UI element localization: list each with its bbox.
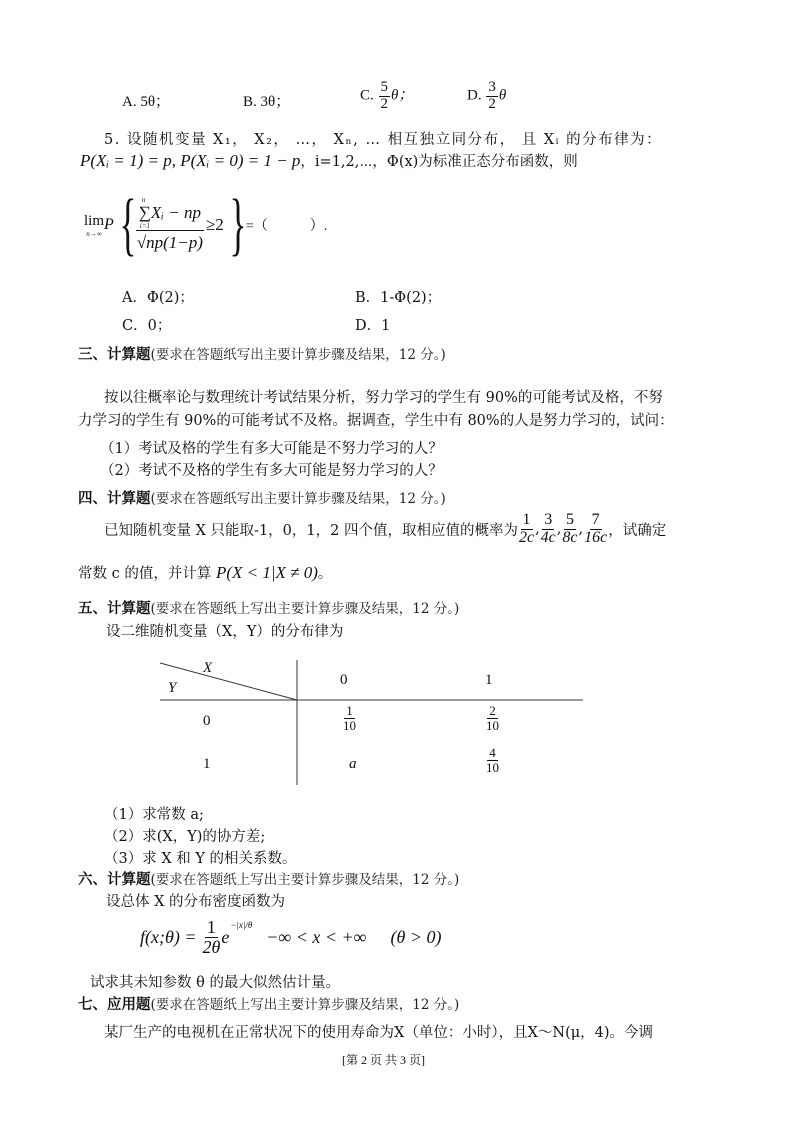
text: 常数 c 的值，并计算 bbox=[78, 566, 216, 582]
note: (要求在答题纸上写出主要计算步骤及结果，12 分。) bbox=[150, 601, 460, 617]
section-5-heading bbox=[78, 597, 459, 618]
numerator: 1 bbox=[522, 511, 531, 528]
option-c-label: C. bbox=[360, 87, 374, 104]
row-header-0: 0 bbox=[203, 713, 211, 729]
table-lines bbox=[160, 660, 585, 785]
s3-paragraph-2: 力学习的学生有 90%的可能考试不及格。据调查，学生中有 80%的人是努力学习的，试问： bbox=[78, 413, 674, 429]
section-3-heading bbox=[78, 343, 446, 364]
denominator: 2θ bbox=[202, 936, 221, 957]
denominator: 10 bbox=[486, 717, 499, 733]
option-c bbox=[360, 80, 413, 113]
y-label: Y bbox=[168, 680, 177, 696]
exponent: −|x|/θ bbox=[230, 920, 253, 930]
numerator: 5 bbox=[565, 511, 574, 528]
s3-question-2: （2）考试不及格的学生有多大可能是努力学习的人？ bbox=[100, 463, 443, 479]
q5-option-a: A．Φ(2)； bbox=[122, 290, 194, 306]
denominator: √np(1−p) bbox=[136, 232, 203, 252]
answer-blank: =（ ）. bbox=[245, 219, 328, 234]
section-7-heading bbox=[78, 993, 459, 1014]
denominator: 10 bbox=[486, 759, 499, 775]
numerator: 1 bbox=[206, 917, 216, 937]
fraction bbox=[584, 512, 607, 547]
numerator: 2 bbox=[489, 703, 496, 718]
lim: lim bbox=[84, 212, 105, 229]
heading: 四、计算题 bbox=[78, 490, 151, 507]
lhs: f(x;θ) = bbox=[140, 926, 197, 947]
denominator: 10 bbox=[343, 717, 356, 733]
fraction bbox=[519, 512, 534, 547]
numerator: 3 bbox=[488, 79, 496, 95]
numerator: ∑Xᵢ − np bbox=[138, 203, 201, 223]
denominator: 2 bbox=[380, 95, 389, 112]
denominator: 2c bbox=[518, 528, 535, 546]
cell-1-1 bbox=[485, 746, 500, 774]
ge-two: ≥2 bbox=[205, 215, 224, 234]
numerator: 1 bbox=[346, 703, 353, 718]
col-header-1: 1 bbox=[485, 672, 493, 688]
fraction bbox=[136, 197, 204, 253]
option-b: B. 3θ； bbox=[243, 94, 291, 110]
conditional-probability: P(X < 1|X ≠ 0) bbox=[215, 563, 318, 582]
numerator: 7 bbox=[591, 511, 600, 528]
fraction bbox=[379, 80, 391, 113]
distribution-table bbox=[160, 660, 585, 785]
heading: 六、计算题 bbox=[78, 871, 151, 888]
q5-option-c: C．0； bbox=[122, 318, 172, 334]
section-6-heading bbox=[78, 868, 459, 889]
range: −∞ < x < +∞ bbox=[266, 926, 367, 947]
note: (要求在答题纸写出主要计算步骤及结果，12 分。) bbox=[150, 347, 446, 363]
s6-intro: 设总体 X 的分布密度函数为 bbox=[106, 894, 286, 910]
q5-line2 bbox=[80, 150, 578, 171]
exp-e: e bbox=[221, 926, 230, 947]
section-4-heading bbox=[78, 487, 446, 508]
lim-sub: n→∞ bbox=[86, 229, 102, 238]
left-brace: { bbox=[119, 186, 137, 263]
q5-text: ，i=1,2,⋯，Φ(x)为标准正态分布函数，则 bbox=[300, 154, 578, 170]
fraction bbox=[562, 512, 577, 547]
cell-1-0: a bbox=[349, 756, 357, 772]
fraction bbox=[202, 918, 220, 957]
s6-question: 试求其未知参数 θ 的最大似然估计量。 bbox=[90, 975, 340, 991]
x-label: X bbox=[203, 660, 213, 676]
heading: 五、计算题 bbox=[78, 600, 151, 617]
q5-option-d: D．1 bbox=[355, 318, 391, 334]
option-d-tail: θ bbox=[498, 87, 507, 104]
numerator: 4 bbox=[489, 745, 496, 760]
heading: 三、计算题 bbox=[78, 346, 151, 363]
s4-line-2 bbox=[78, 562, 332, 583]
s5-question-2: （2）求(X，Y)的协方差; bbox=[104, 829, 266, 845]
denominator: 2 bbox=[488, 95, 496, 112]
numerator: 3 bbox=[544, 511, 553, 528]
s5-question-1: （1）求常数 a; bbox=[104, 807, 204, 823]
s3-question-1: （1）考试及格的学生有多大可能是不努力学习的人？ bbox=[100, 441, 443, 457]
sum-bottom: i=1 bbox=[139, 221, 150, 230]
s4-line-1: 已知随机变量 X 只能取-1，0，1，2 四个值，取相应值的概率为 $\frac{1}{2c}$ , $\frac{3}{4c}$ , $\frac{5}{8c}$ , $\frac{7}{16c}$ ，试确定 bbox=[104, 511, 667, 546]
denominator: 16c bbox=[584, 528, 608, 546]
row-header-1: 1 bbox=[203, 756, 211, 772]
page-footer: [第 2 页 共 3 页] bbox=[342, 1053, 425, 1067]
note: (要求在答题纸写出主要计算步骤及结果，12 分。) bbox=[150, 491, 446, 507]
text: ，试确定 bbox=[608, 522, 667, 539]
text: 已知随机变量 X 只能取-1，0，1，2 四个值，取相应值的概率为 bbox=[104, 522, 518, 539]
heading: 七、应用题 bbox=[78, 996, 151, 1013]
option-d-label: D. bbox=[467, 87, 482, 104]
option-d bbox=[467, 80, 506, 113]
condition: (θ > 0) bbox=[390, 926, 442, 947]
s5-intro: 设二维随机变量（X，Y）的分布律为 bbox=[106, 624, 344, 640]
numerator-block bbox=[136, 197, 204, 231]
option-a: A. 5θ； bbox=[122, 94, 171, 110]
q5-line1: 5. 设随机变量 X₁， X₂， …， Xₙ, … 相互独立同分布， 且 Xᵢ 的分布律为： bbox=[104, 132, 663, 148]
denominator: 4c bbox=[540, 528, 556, 546]
col-header-0: 0 bbox=[340, 672, 348, 688]
fraction bbox=[486, 80, 498, 113]
limit-formula bbox=[84, 180, 327, 270]
denominator: 8c bbox=[562, 528, 578, 546]
option-c-tail: θ； bbox=[391, 87, 414, 104]
s3-paragraph-1: 按以往概率论与数理统计考试结果分析，努力学习的学生有 90%的可能考试及格，不努 bbox=[104, 390, 663, 406]
fraction bbox=[541, 512, 556, 547]
prob-P: P bbox=[104, 216, 114, 233]
density-formula bbox=[140, 918, 441, 957]
note: (要求在答题纸上写出主要计算步骤及结果，12 分。) bbox=[150, 872, 460, 888]
q5-option-b: B．1-Φ(2)； bbox=[355, 290, 442, 306]
text: 。 bbox=[317, 566, 333, 582]
note: (要求在答题纸上写出主要计算步骤及结果，12 分。) bbox=[150, 997, 460, 1013]
q5-math: P(Xᵢ = 1) = p, P(Xᵢ = 0) = 1 − p bbox=[80, 151, 301, 170]
s7-paragraph: 某厂生产的电视机在正常状况下的使用寿命为X（单位：小时），且X～N(μ，4)。今调 bbox=[104, 1025, 654, 1041]
cell-0-0 bbox=[342, 704, 357, 732]
s5-question-3: （3）求 X 和 Y 的相关系数。 bbox=[104, 851, 297, 867]
numerator: 5 bbox=[380, 79, 389, 95]
right-brace: } bbox=[229, 186, 247, 263]
cell-0-1 bbox=[485, 704, 500, 732]
sum-top: n bbox=[141, 196, 146, 205]
